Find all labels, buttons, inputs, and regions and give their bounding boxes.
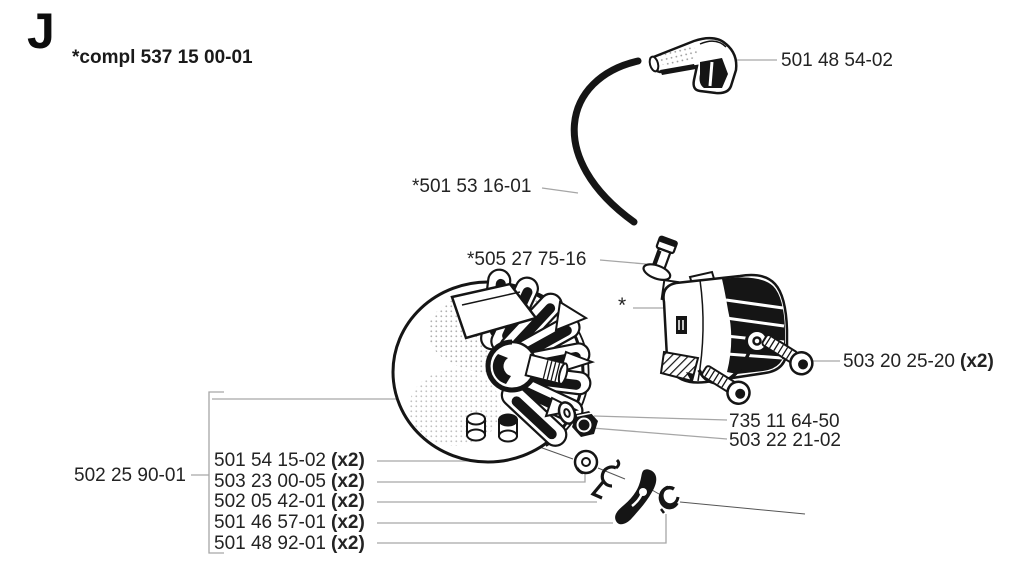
label-coil-asterisk: * (618, 294, 627, 317)
label-pawl-kit-item: 501 48 92-01 (x2) (214, 532, 365, 554)
pawl-washer-illustration (575, 451, 597, 473)
label-coil-screws-number: 503 20 25-20 (843, 351, 955, 372)
leader-shaft-washer (580, 427, 727, 439)
label-flywheel: 502 25 90-01 (74, 465, 186, 486)
ignition-wire-illustration (574, 61, 638, 222)
label-pawl-kit-item: 502 05 42-01 (x2) (214, 491, 365, 513)
label-pawl-kit-item: 503 23 00-05 (x2) (214, 470, 365, 492)
label-flange-nut: 735 11 64-50 (729, 411, 840, 432)
label-pawl-kit-item: 501 46 57-01 (x2) (214, 512, 365, 534)
leader-kit-2 (377, 473, 585, 482)
section-letter: J (27, 3, 54, 59)
label-coil-screws-qty: (x2) (960, 351, 994, 372)
label-spark-plug-cap: 501 48 54-02 (781, 50, 893, 71)
spark-plug-cap-illustration (648, 38, 736, 93)
e-clip-illustration (660, 487, 678, 513)
label-pawl-kit-item: 501 54 15-02 (x2) (214, 450, 365, 471)
ignition-coil-illustration (661, 272, 787, 383)
flange-nut-illustration (572, 411, 598, 437)
leader-wire (542, 188, 578, 193)
complete-assembly-number: *compl 537 15 00-01 (72, 47, 253, 68)
label-terminal-screw: *505 27 75-16 (467, 249, 587, 270)
terminal-screw-illustration (641, 234, 682, 283)
pawl-kit-label-list (214, 451, 365, 555)
leader-terminal (600, 260, 646, 264)
leader-nut (594, 416, 727, 420)
label-coil-screws (843, 351, 994, 372)
label-ignition-wire: *501 53 16-01 (412, 176, 532, 197)
label-shaft-washer: 503 22 21-02 (729, 430, 841, 451)
flywheel-illustration (393, 268, 592, 462)
